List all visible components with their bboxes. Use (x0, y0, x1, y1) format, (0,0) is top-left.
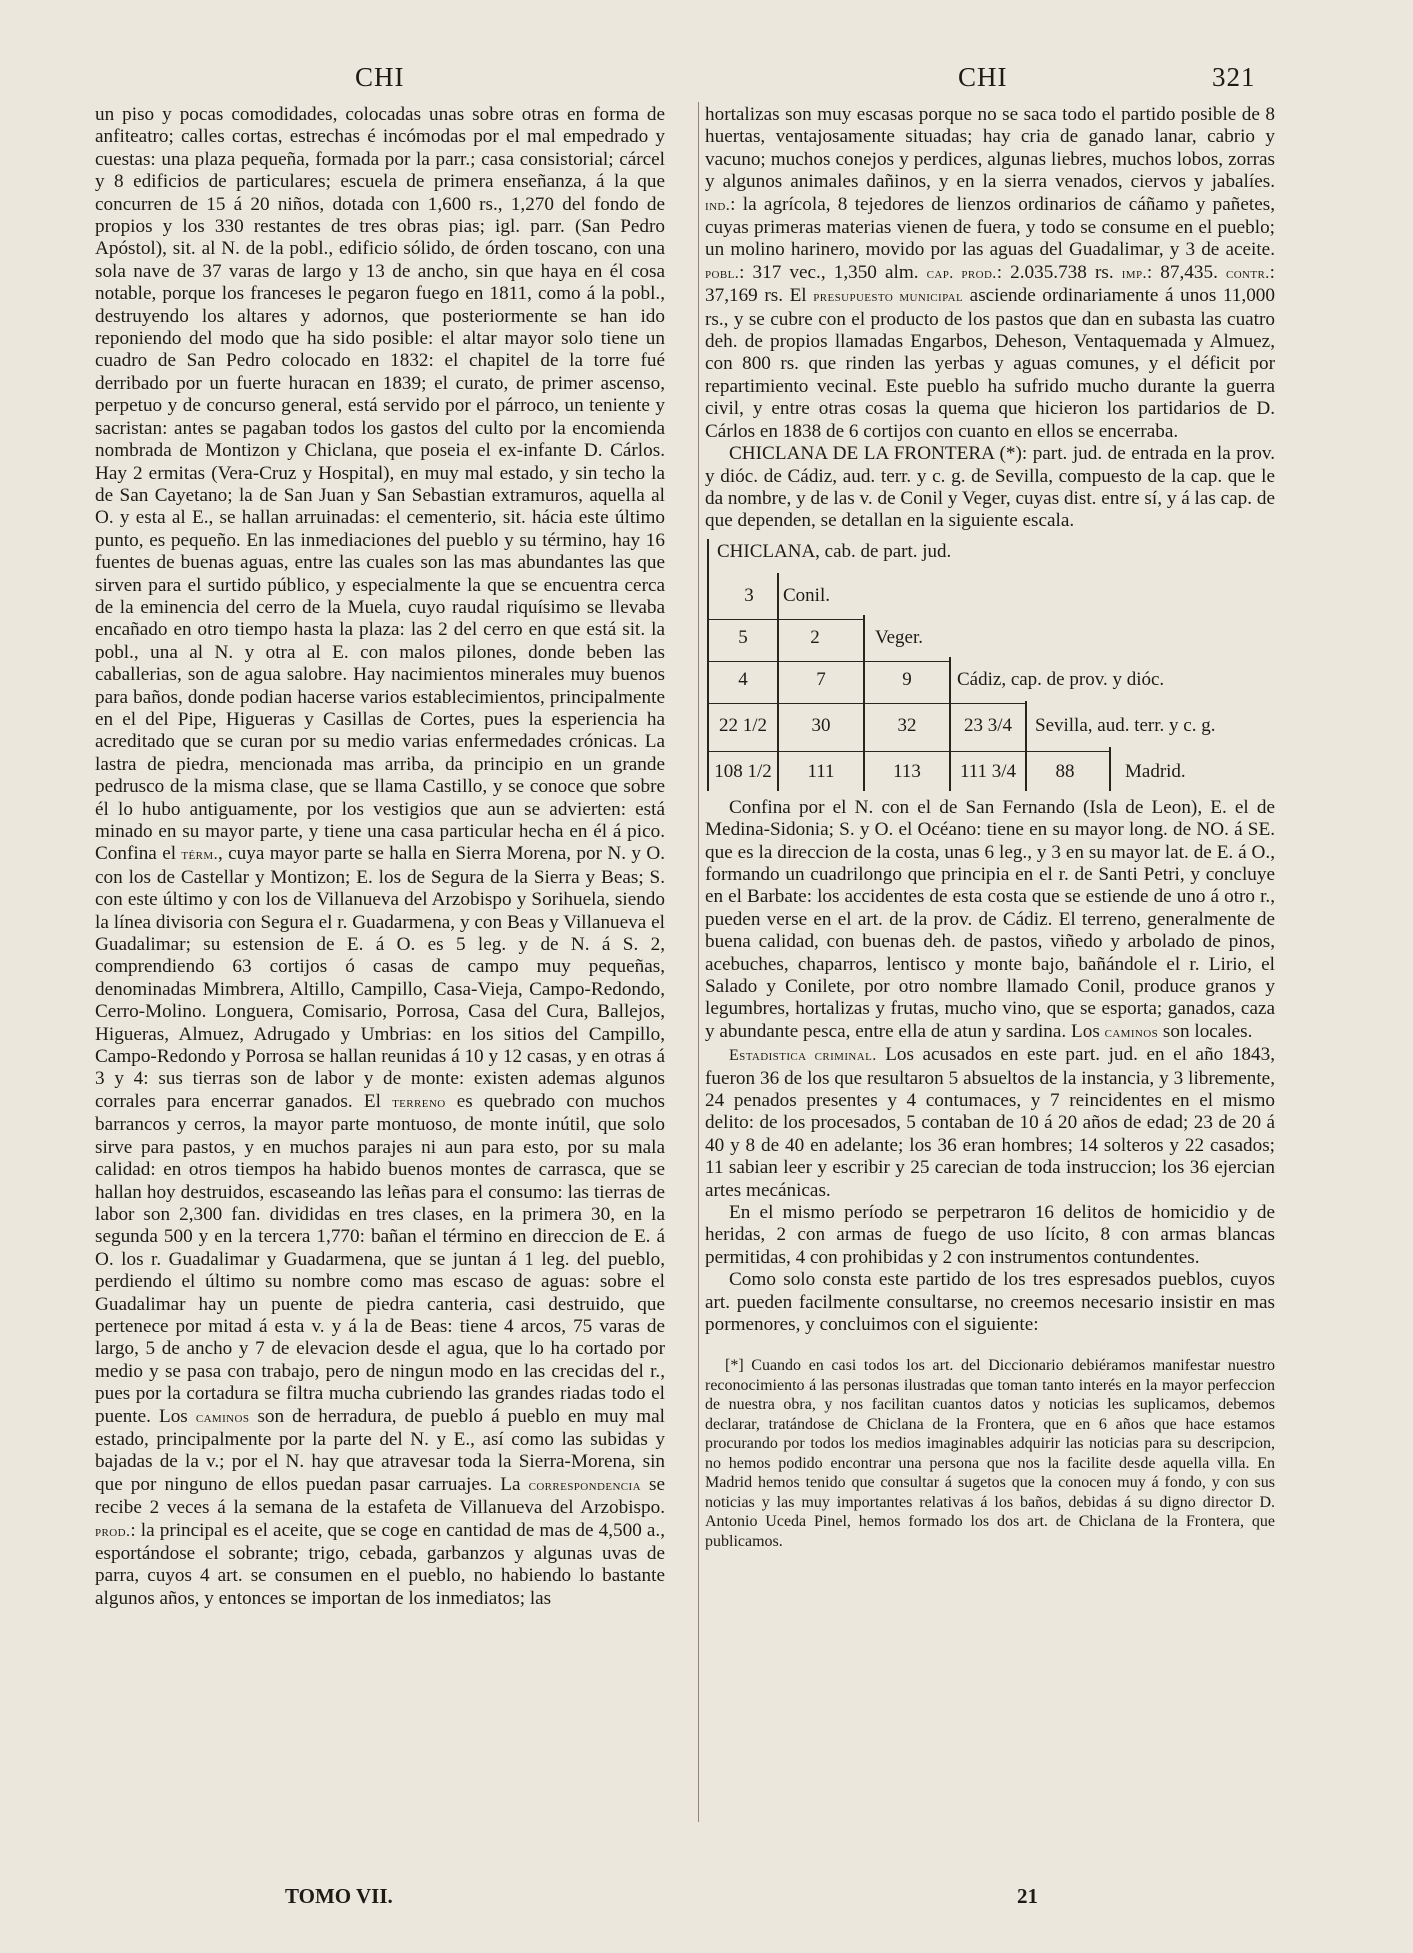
text-run: un piso y pocas comodidades, colocadas unas sobre otras en forma de anfiteatro; calles cortas, estrechas é incómodas por el mal empedrado y cuestas: una plaza pequeña, formada por la parr.; casa consistorial; cárcel y 8 edificios de particulares; escuela de primera enseñanza, á la que concurren de 15 á 20 niños, dotada con 1,600 rs., 1,270 del fondo de propios y los 330 restantes de tres obras pias; igl. parr. (San Pedro Apóstol), sit. al N. de la pobl., edificio sólido, de órden toscano, con una sola nave de 37 varas de largo y 13 de ancho, sin que haya en él cosa notable, porque los franceses le pegaron fuego en 1811, como á la pobl., destruyendo los altares y adornos, que posteriormente se han ido reponiendo del modo que ha sido posible: el altar mayor solo tiene un cuadro de San Pedro colocado en 1832: el chapitel de la torre fué derribado por un fuerte huracan en 1839; el curato, de primer ascenso, perpetuo y de concurso general, está servido por el párroco, un teniente y sacristan: antes se pagaban todos los gastos del culto por la encomienda nombrada de Montizon y Chiclana, que poseia el ex-infante D. Cárlos. Hay 2 ermitas (Vera-Cruz y Hospital), en muy mal estado, y sin techo la de San Cayetano; la de San Juan y San Sebastian extramuros, aquella al O. y esta al E., se hallan arruinadas: el cementerio, sit. hácia este último punto, es pequeño. En las inmediaciones del pueblo y su término, hay 16 fuentes de buenas aguas, entre las cuales son las mas abundantes las que sirven para el surtido público, y especialmente la que se encuentra cerca de la eminencia del cerro de la Muela, cuyo raudal riquísimo se llevaba encañado en otro tiempo hasta la plaza: las 2 del cerro en que está sit. la pobl., una al N. y otra al E. con malos pilones, donde beben las caballerias, son de agua salobre. Hay nacimientos minerales muy buenos para baños, donde podian hacerse varios establecimientos, principalmente en el del Pipe, Higueras y Casillas de Cortes, pues la esperiencia ha acreditado que se curan por su medio varias enfermedades crónicas. La lastra de piedra, mencionada mas arriba, da principio en un grande pedrusco de la misma clase, que se llama Castillo, y se conoce que sobre él lo hubo antiguamente, por los vestigios que aun se advierten: está minado en su mayor parte, y tiene una casa particular hecha en él á pico. Confina el (95, 104, 665, 865)
text-run: son locales. (1162, 1020, 1253, 1042)
text-run: son de herradura, de pueblo á pueblo en muy mal estado, principalmente por la parte del N. y E., así como las subidas y bajadas de la v.; por el N. hay que atravesar toda la Sierra-Morena, sin que por ninguno de ellos puedan pasar carruajes. La (95, 1405, 666, 1495)
table-rule (709, 703, 1025, 704)
small-caps-term: pobl. (705, 264, 740, 282)
small-caps-term: caminos (1104, 1023, 1159, 1041)
footnote-text: [*] Cuando en casi todos los art. del Diccionario debiéramos manifestar nuestro reconocimiento á las personas ilustradas que toman tanto interés en la mayor perfeccion de nuestra obra, y nos facilitan cuantos datos y noticias les suplicamos, debemos declarar, tratándose de Chiclana de la Frontera, que en 6 años que hace estamos procurando por todos los medios imaginables adquirir las noticias para su descripcion, no hemos podido encontrar una persona que nos la facilite desde aquella villa. En Madrid hemos tenido que consultar á sugetos que la conocen muy á fondo, y con sus noticias y las muy importantes relativas á los baños, debidas á su digno director D. Antonio Uceda Pinel, hemos formado los dos art. de Chiclana de la Frontera, que publicamos. (705, 1357, 1275, 1550)
table-cell: 3 (744, 584, 754, 606)
table-label: Veger. (875, 626, 924, 648)
footnote (705, 1356, 1275, 1551)
table-rule (709, 751, 1109, 752)
volume-label: TOMO VII. (285, 1884, 393, 1908)
running-head-right: CHI (958, 62, 1008, 92)
table-cell: 108 1/2 (714, 760, 772, 782)
table-rule (709, 661, 949, 662)
table-cell: 4 (738, 668, 748, 690)
table-label: Cádiz, cap. de prov. y dióc. (957, 668, 1165, 690)
text-run: , cuya mayor parte se halla en Sierra Morena, por N. y O. con los de Castellar y Montizon; E. los de Segura de la Sierra y Beas; S. con este último y con los de Villanueva del Arzobispo y Sorihuela, siendo la línea divisoria con Segura el r. Guadarmena, y con Beas y Villanueva el Guadalimar; su estension de E. á O. es 5 leg. y de N. á S. 2, comprendiendo 63 cortijos ó casas de campo muy pequeñas, denominadas Mimbrera, Altillo, Campillo, Casa-Vieja, Campo-Redondo, Cerro-Molino. Longuera, Comisario, Porrosa, Casa del Cura, Ballejos, Higueras, Almuez, Adrugado y Umbrias: en los sitios del Campillo, Campo-Redondo y Porrosa se hallan reunidas á 10 y 12 casas, y en otras á 3 y 4: sus tierras son de labor y de monte: existen ademas algunos corrales para encerrar ganados. El (95, 843, 665, 1112)
right-column (705, 104, 1275, 1551)
table-cell: 111 3/4 (959, 760, 1017, 782)
distance-table (705, 539, 1275, 791)
right-paragraph-2: CHICLANA DE LA FRONTERA (*): part. jud. de entrada en la prov. y dióc. de Cádiz, aud. terr. y c. g. de Sevilla, compuesto de la cap. que le da nombre, y de las v. de Conil y Veger, cuyas dist. entre sí, y á las cap. de que dependen, se detallan en la siguiente escala. (705, 443, 1275, 532)
table-cell: 111 (807, 760, 835, 782)
column-divider (698, 102, 699, 1822)
text-run: Los acusados en este part. jud. en el año 1843, fueron 36 de los que resultaron 5 absueltos de la instancia, y 3 libremente, 24 penados presentes y 4 contumaces, y 7 reincidentes en el mismo delito: de los procesados, 5 contaban de 10 á 20 años de edad; 23 de 20 á 40 y 8 de 40 en adelante; los 36 eran hombres; 14 solteros y 22 casados; 11 sabian leer y escribir y 25 carecian de toda instruccion; los 36 ejercian artes mecánicas. (705, 1044, 1275, 1201)
small-caps-term: presupuesto municipal (813, 288, 964, 306)
small-caps-term: imp. (1121, 264, 1147, 282)
right-paragraph-6: Como solo consta este partido de los tres espresados pueblos, cuyos art. pueden facilmente consultarse, no creemos necesario insistir en mas pormenores, y concluimos con el siguiente: (705, 1269, 1275, 1336)
page-number: 321 (1212, 62, 1256, 92)
table-cell: 22 1/2 (718, 714, 768, 736)
right-paragraph-4 (705, 1044, 1275, 1202)
small-caps-term: correspondencia (528, 1476, 641, 1494)
small-caps-term: cap. prod. (926, 264, 997, 282)
text-run: : 37,169 rs. El (705, 261, 1275, 307)
small-caps-term: ind. (705, 196, 731, 214)
small-caps-term: Estadistica criminal. (729, 1047, 877, 1065)
small-caps-term: prod. (95, 1522, 131, 1540)
table-rule (709, 619, 864, 620)
table-label: Conil. (783, 584, 830, 606)
text-run: : 2.035.738 rs. (996, 261, 1114, 283)
table-rule (707, 539, 709, 791)
table-cell: 9 (902, 668, 912, 690)
text-run: : la principal es el aceite, que se coge en cantidad de mas de 4,500 a., esportándose el sobrante; trigo, cebada, garbanzos y algunas uvas de parra, cuyos 4 art. se consumen en el pueblo, no habiendo lo bastante algunos años, y entonces se importan de los inmediatos; las (95, 1519, 665, 1609)
table-rule (1109, 747, 1111, 791)
text-run: : 87,435. (1146, 261, 1218, 283)
text-run: : 317 vec., 1,350 alm. (739, 261, 919, 283)
table-cell: 88 (1055, 760, 1075, 782)
table-head: CHICLANA, cab. de part. jud. (717, 540, 952, 562)
table-cell: 5 (738, 626, 748, 648)
text-run: asciende ordinariamente á unos 11,000 rs., y se cubre con el producto de los pastos que dan en subasta las cuatro deh. de propios llamadas Engarbos, Deheson, Ventaquemada y Almuez, con 800 rs. que rinden las yerbas y aguas comunes, y el déficit por repartimiento vecinal. Este pueblo ha sufrido mucho durante la guerra civil, y entre otras cosas la quema que hicieron los partidarios de D. Cárlos en 1838 de 6 cortijos con cuanto en ellos se encerraba. (705, 285, 1275, 442)
table-cell: 7 (816, 668, 826, 690)
running-head-left: CHI (355, 62, 405, 92)
right-paragraph-3 (705, 797, 1275, 1044)
table-label: Sevilla, aud. terr. y c. g. (1035, 714, 1216, 736)
small-caps-term: térm. (181, 846, 218, 864)
left-paragraph (95, 104, 665, 1610)
text-run: es quebrado con muchos barrancos y cerros, la mayor parte montuoso, de monte inútil, que solo sirve para pastos, y en muchos parajes ni aun para esto, por su mala calidad: en otros tiempos ha habido buenos montes de carrasca, que se hallan hoy destruidos, escaseando las leñas para el consumo: las tierras de labor son 2,300 fan. divididas en tres clases, en la primera 30, en la segunda 500 y en la tercera 1,770: bañan el término en direccion de E. á O. los r. Guadalimar y Guadarmena, que se juntan á 1 leg. del pueblo, perdiendo el último su nombre como mas escaso de aguas: sobre el Guadalimar hay un puente de piedra canteria, casi destruido, que pertenece por mitad á esta v. y á la de Beas: tiene 4 arcos, 75 varas de largo, 5 de ancho y 7 de elevacion desde el agua, que lo ha cortado por medio y se pasa con trabajo, pero de ningun modo en las crecidas del r., pues por la cortadura se filtra mucha cubriendo las grandes riadas todo el puente. Los (95, 1090, 665, 1427)
table-cell: 2 (810, 626, 820, 648)
table-cell: 23 3/4 (963, 714, 1013, 736)
signature-mark: 21 (1017, 1884, 1038, 1908)
text-run: Confina por el N. con el de San Fernando (Isla de Leon), E. el de Medina-Sidonia; S. y O. el Océano: tiene en su mayor long. de NO. á SE. que es la direccion de la costa, unas 6 leg., y 3 en su mayor lat. de E. á O., formando un cuadrilongo que principia en el r. de Santi Petri, y concluye en el Barbate: los accidentes de esta costa que se estiende de uno á otro r., pueden verse en el art. de la prov. de Cádiz. El terreno, generalmente de buena calidad, con buenas deh. de pastos, viñedo y arbolado de pinos, acebuches, chaparros, lentisco y monte bajo, bañándole el r. Lirio, el Salado y Conilete, por otro nombre llamado Conil, produce granos y legumbres, hortalizas y frutas, mucho vino, que se esporta; ganados, caza y abundante pesca, entre ella de atun y sardina. Los (705, 796, 1275, 1042)
table-cell: 30 (811, 714, 831, 736)
table-cell: 32 (897, 714, 917, 736)
table-label: Madrid. (1125, 760, 1186, 782)
table-cell: 113 (893, 760, 921, 782)
right-paragraph-1 (705, 104, 1275, 443)
left-column (95, 104, 665, 1610)
small-caps-term: caminos (195, 1408, 250, 1426)
right-paragraph-5: En el mismo período se perpetraron 16 delitos de homicidio y de heridas, 2 con armas de fuego de uso lícito, 8 con armas blancas permitidas, 4 con prohibidas y 2 con instrumentos contundentes. (705, 1202, 1275, 1268)
small-caps-term: contr. (1225, 264, 1270, 282)
text-run: : la agrícola, 8 tejedores de lienzos ordinarios de cáñamo y pañetes, cuyas primeras materias vienen de fuera, y todo se consume en el pueblo; un molino harinero, movido por las aguas del Guadalimar, y 3 de aceite. (705, 193, 1275, 261)
small-caps-term: terreno (392, 1093, 446, 1111)
text-run: se recibe 2 veces á la semana de la estafeta de Villanueva del Arzobispo. (95, 1473, 666, 1519)
text-run: hortalizas son muy escasas porque no se saca todo el partido posible de 8 huertas, ventajosamente situadas; hay cria de ganado lanar, cabrio y vacuno; muchos conejos y perdices, algunas liebres, muchos lobos, zorras y algunos animales dañinos, y en la sierra venados, ciervos y jabalíes. (705, 104, 1275, 193)
